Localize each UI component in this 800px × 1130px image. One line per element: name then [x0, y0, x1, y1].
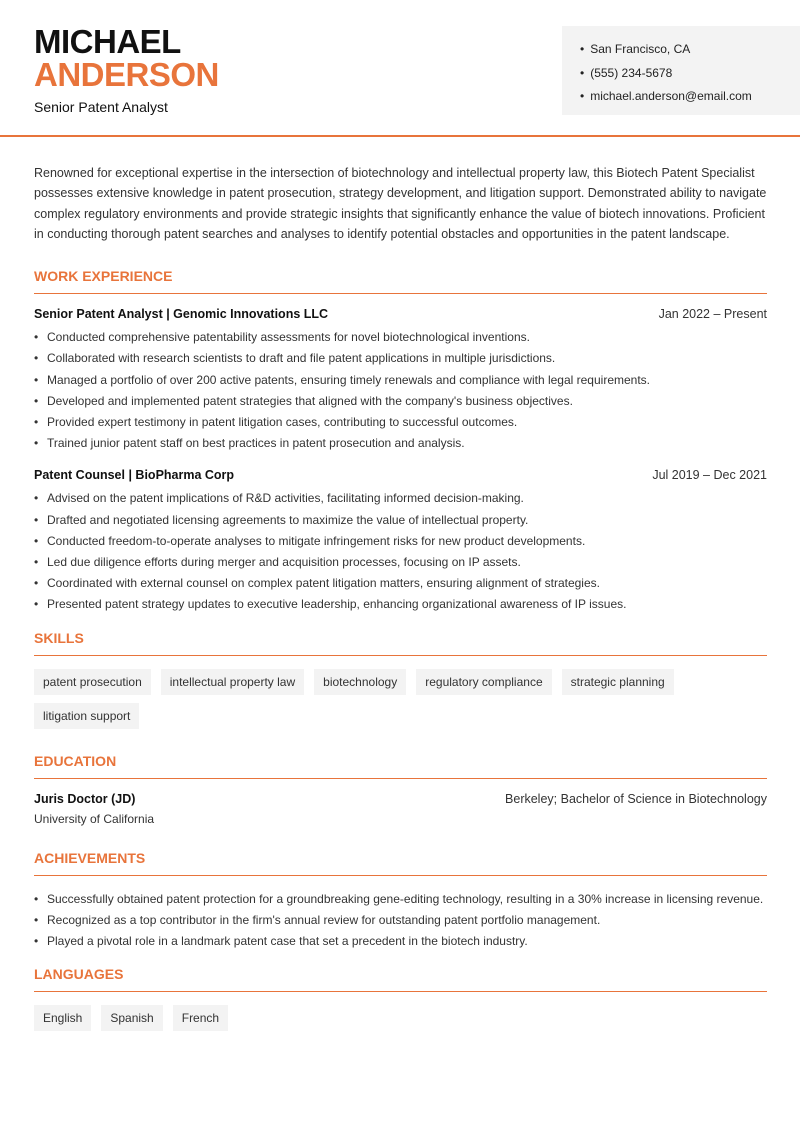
bullet-item: • Drafted and negotiated licensing agreements to maximize the value of intellectual property. — [34, 510, 767, 531]
bullet-item: • Developed and implemented patent strategies that aligned with the company's business objectives. — [34, 391, 767, 412]
degree: Juris Doctor (JD) — [34, 791, 136, 806]
education-details: Berkeley; Bachelor of Science in Biotechnology — [505, 791, 767, 806]
job-position: Senior Patent Analyst | Genomic Innovations LLC — [34, 307, 329, 322]
contact-email[interactable]: • michael.anderson@email.com — [580, 85, 800, 109]
skill-tag: strategic planning — [562, 669, 674, 695]
education-entry — [34, 792, 767, 806]
language-tag: French — [173, 1005, 228, 1031]
bullet-item: • Advised on the patent implications of R&D activities, facilitating informed decision-making. — [34, 488, 767, 509]
skills-list — [34, 669, 767, 729]
job-header — [34, 307, 767, 321]
resume-body — [34, 163, 767, 1031]
achievements-list — [34, 889, 767, 953]
skill-tag: intellectual property law — [161, 669, 304, 695]
skill-tag: patent prosecution — [34, 669, 151, 695]
bullet-item: • Coordinated with external counsel on complex patent litigation matters, ensuring alignment of strategies. — [34, 573, 767, 594]
skill-tag: regulatory compliance — [416, 669, 551, 695]
bullet-item: • Conducted comprehensive patentability assessments for novel biotechnological inventions. — [34, 327, 767, 348]
contact-phone: • (555) 234-5678 — [580, 62, 800, 86]
bullet-item: • Provided expert testimony in patent litigation cases, contributing to successful outcomes. — [34, 412, 767, 433]
school: University of California — [34, 811, 155, 826]
section-heading-skills: SKILLS — [34, 630, 767, 656]
achievement-item: • Successfully obtained patent protection for a groundbreaking gene-editing technology, resulting in a 30% increase in licensing revenue. — [34, 889, 767, 910]
bullet-item: • Presented patent strategy updates to executive leadership, enhancing organizational awareness of IP issues. — [34, 594, 767, 615]
job-title: Senior Patent Analyst — [34, 99, 168, 115]
bullet-item: • Conducted freedom-to-operate analyses to mitigate infringement risks for new product developments. — [34, 531, 767, 552]
summary: Renowned for exceptional expertise in the intersection of biotechnology and intellectual property law, this Biotech Patent Specialist possesses extensive knowledge in patent prosecution, strategy development, and litigation support. Demonstrated ability to navigate complex regulatory environments and provide strategic insights that significantly enhance the value of biotech innovations. Proficient in conducting thorough patent searches and analyses to identify potential obstacles and opportunities in the patent landscape. — [34, 166, 767, 241]
resume-header — [0, 0, 800, 137]
language-tag: English — [34, 1005, 91, 1031]
first-name: MICHAEL — [34, 23, 181, 60]
job-date: Jan 2022 – Present — [658, 307, 767, 322]
job-bullets — [34, 327, 767, 454]
job-header — [34, 468, 767, 482]
section-heading-achievements: ACHIEVEMENTS — [34, 850, 767, 876]
bullet-item: • Managed a portfolio of over 200 active patents, ensuring timely renewals and compliance with legal requirements. — [34, 370, 767, 391]
skill-tag: litigation support — [34, 703, 139, 729]
contact-box — [562, 26, 800, 115]
work-experience — [34, 307, 767, 615]
languages-list — [34, 1005, 767, 1031]
bullet-item: • Trained junior patent staff on best practices in patent prosecution and analysis. — [34, 433, 767, 454]
section-heading-languages: LANGUAGES — [34, 966, 767, 992]
section-heading-education: EDUCATION — [34, 753, 767, 779]
contact-location: • San Francisco, CA — [580, 38, 800, 62]
last-name: ANDERSON — [34, 56, 219, 93]
skill-tag: biotechnology — [314, 669, 406, 695]
job-position: Patent Counsel | BioPharma Corp — [34, 468, 235, 483]
language-tag: Spanish — [101, 1005, 162, 1031]
achievement-item: • Recognized as a top contributor in the firm's annual review for outstanding patent portfolio management. — [34, 910, 767, 931]
bullet-item: • Led due diligence efforts during merger and acquisition processes, focusing on IP assets. — [34, 552, 767, 573]
job-date: Jul 2019 – Dec 2021 — [652, 468, 767, 483]
bullet-item: • Collaborated with research scientists to draft and file patent applications in multiple jurisdictions. — [34, 348, 767, 369]
section-heading-work: WORK EXPERIENCE — [34, 268, 767, 294]
job-bullets — [34, 488, 767, 615]
achievement-item: • Played a pivotal role in a landmark patent case that set a precedent in the biotech industry. — [34, 931, 767, 952]
